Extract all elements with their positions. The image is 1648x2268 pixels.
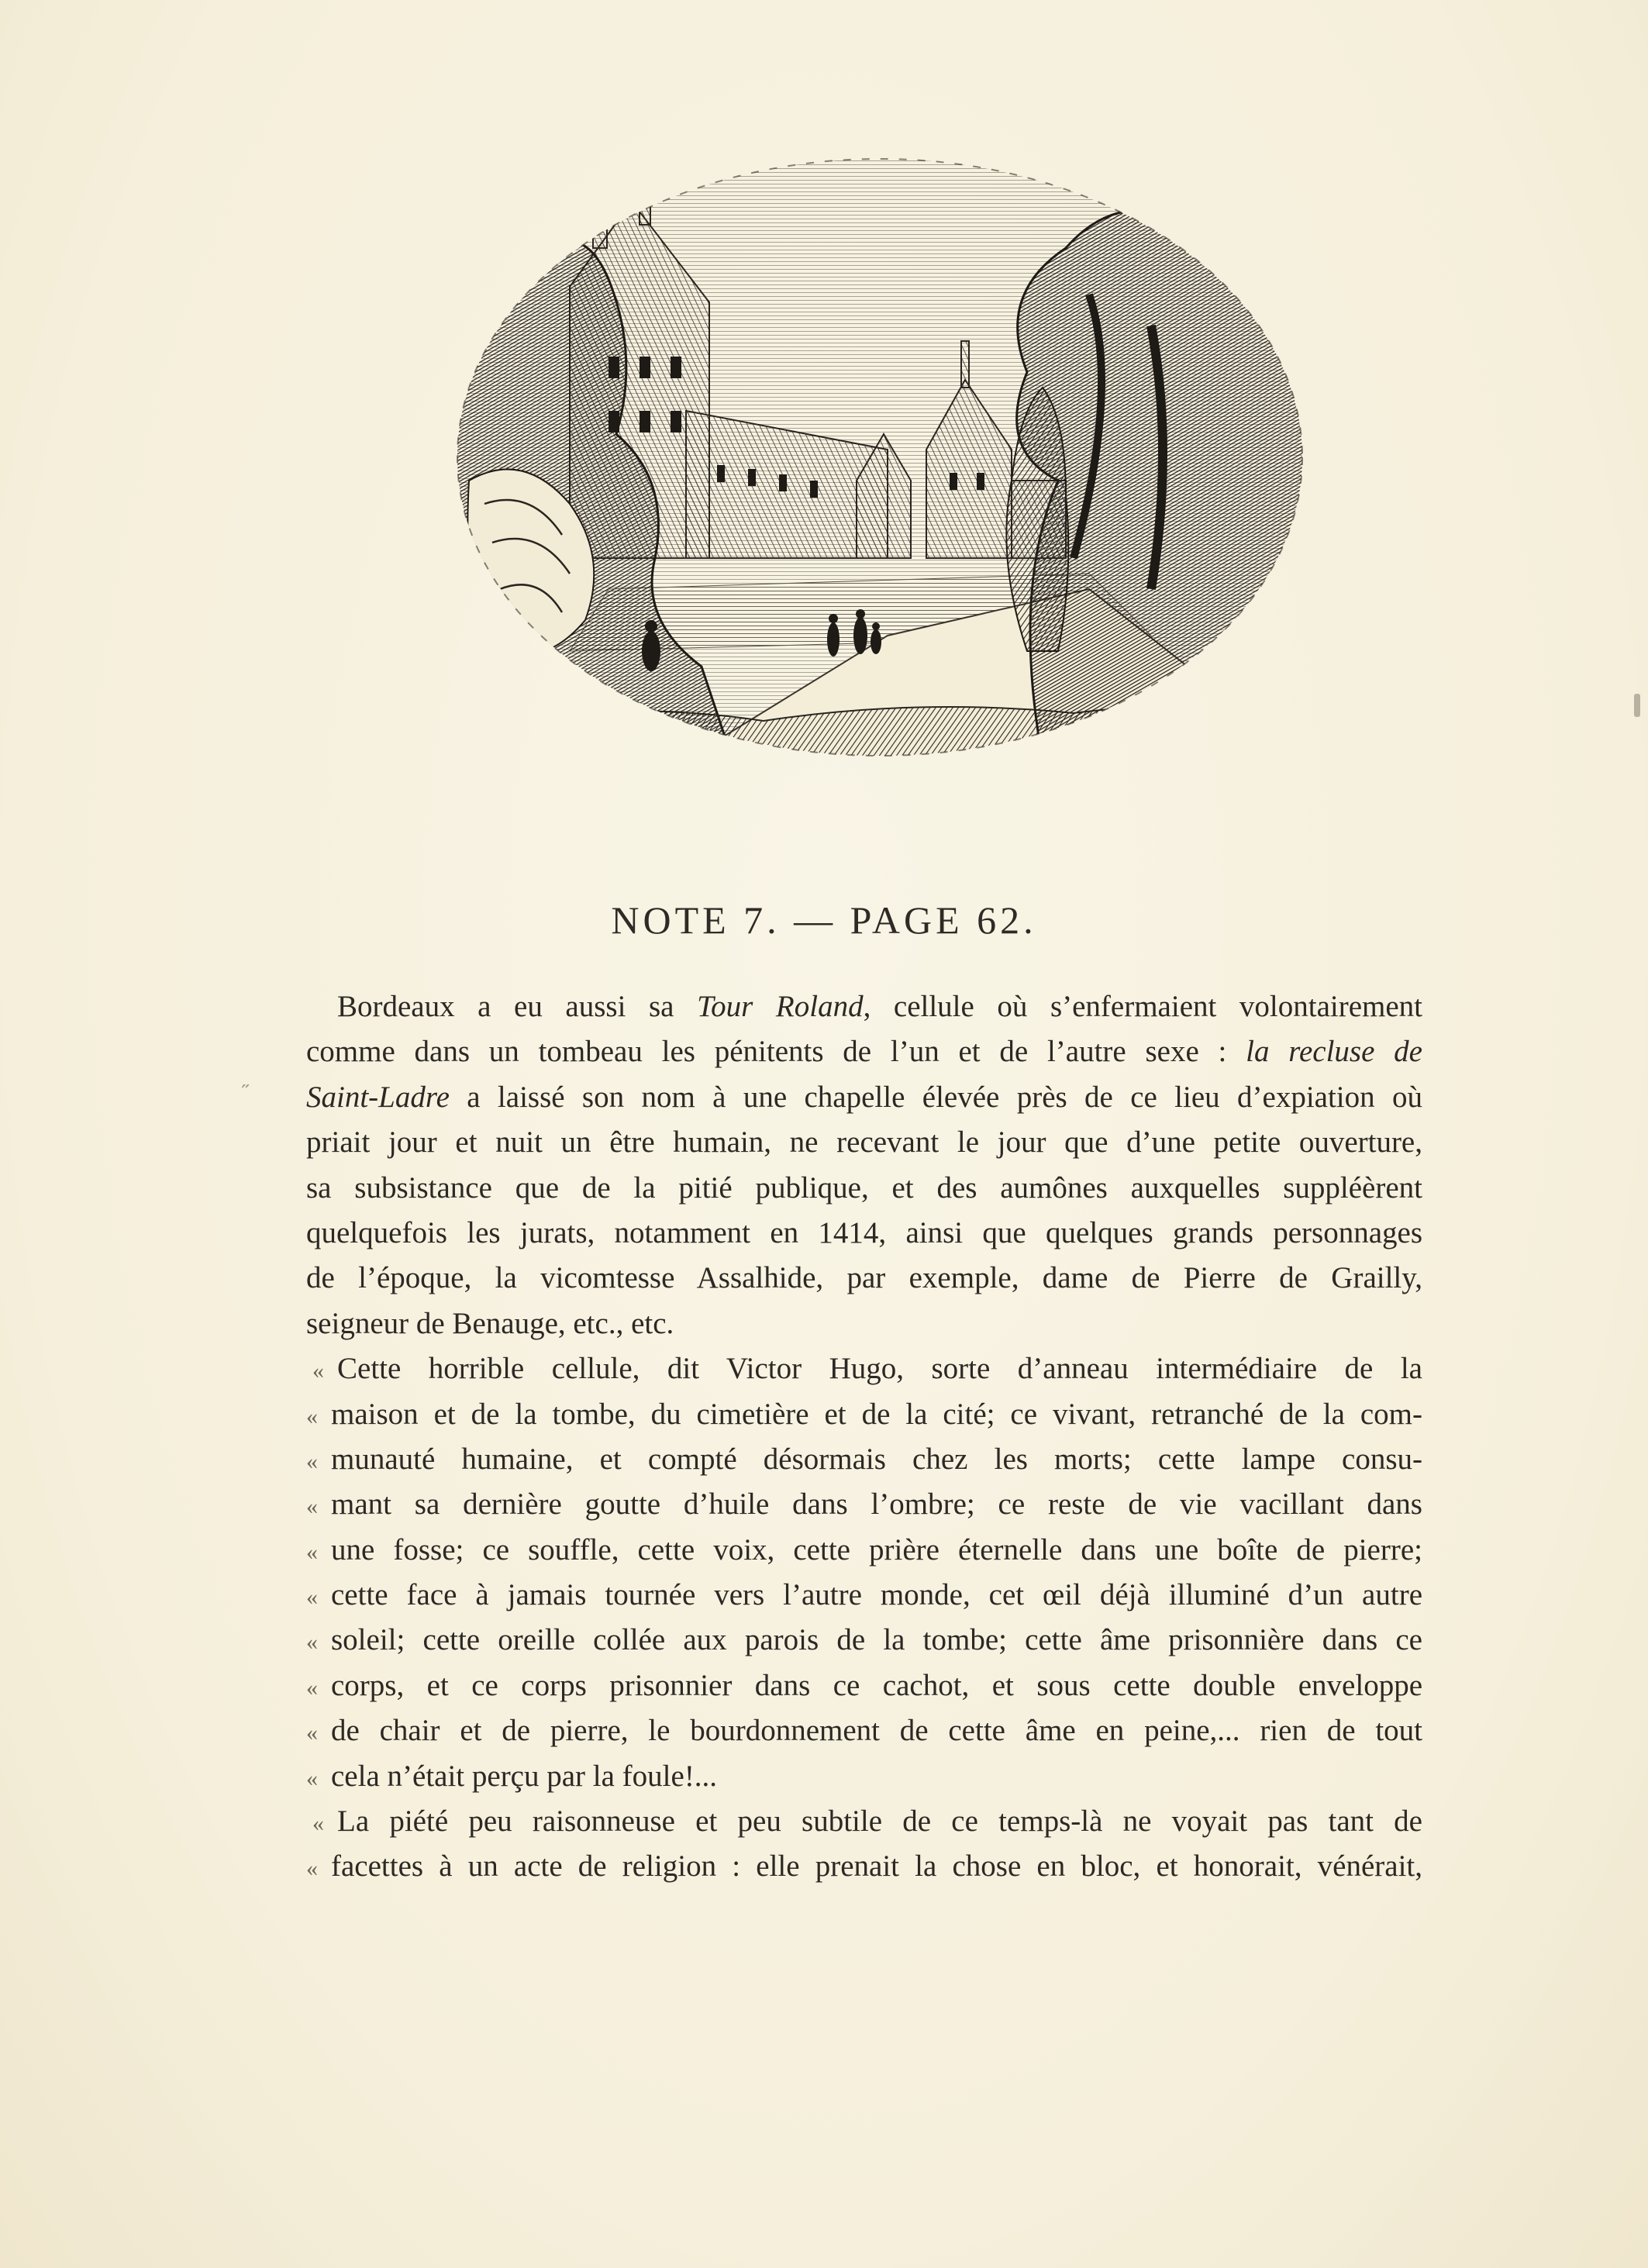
quote-line: « La piété peu raisonneuse et peu subtile de ce temps-là ne voyait pas tant de (312, 1804, 1422, 1839)
text-line: priait jour et nuit un être humain, ne recevant le jour que d’une petite ouverture, (306, 1125, 1422, 1160)
engraving-chateau-park-icon (453, 155, 1306, 760)
quote-line: « cela n’était perçu par la foule!... (306, 1759, 718, 1793)
quote-line: « maison et de la tombe, du cimetière et de la cité; ce vivant, retranché de la com- (306, 1397, 1422, 1431)
quote-line: « Cette horrible cellule, dit Victor Hugo, sorte d’anneau intermédiaire de la (312, 1352, 1422, 1386)
page-edge-mark (1634, 694, 1640, 717)
quote-line: « une fosse; ce souffle, cette voix, cette prière éternelle dans une boîte de pierre; (306, 1532, 1422, 1567)
note-text (306, 984, 1422, 1890)
text-line: Bordeaux a eu aussi sa Tour Roland, cellule où s’enfermaient volontairement (337, 990, 1423, 1023)
text-line: Saint-Ladre a laissé son nom à une chapelle élevée près de ce lieu d’expiation où (306, 1080, 1422, 1114)
text-line: de l’époque, la vicomtesse Assalhide, par exemple, dame de Pierre de Grailly, (306, 1261, 1422, 1295)
quote-line: « de chair et de pierre, le bourdonnement de cette âme en peine,... rien de tout (306, 1714, 1422, 1748)
quote-line: « corps, et ce corps prisonnier dans ce cachot, et sous cette double enveloppe (306, 1668, 1422, 1702)
quote-line: « munauté humaine, et compté désormais chez les morts; cette lampe consu- (306, 1442, 1422, 1476)
quote-line: « facettes à un acte de religion : elle prenait la chose en bloc, et honorait, vénérait, (306, 1849, 1422, 1884)
text-line: seigneur de Benauge, etc., etc. (306, 1306, 674, 1340)
text-line: sa subsistance que de la pitié publique, et des aumônes auxquelles suppléèrent (306, 1170, 1422, 1205)
text-line: quelquefois les jurats, notamment en 1414, ainsi que quelques grands personnages (306, 1215, 1422, 1249)
quote-line: « cette face à jamais tournée vers l’autre monde, cet œil déjà illuminé d’un autre (306, 1578, 1422, 1612)
text-line: comme dans un tombeau les pénitents de l’un et de l’autre sexe : la recluse de (306, 1035, 1422, 1069)
quote-line: « soleil; cette oreille collée aux parois de la tombe; cette âme prisonnière dans ce (306, 1623, 1422, 1657)
quote-line: « mant sa dernière goutte d’huile dans l’ombre; ce reste de vie vacillant dans (306, 1487, 1422, 1522)
margin-mark: ˝ (242, 1081, 250, 1105)
note-heading: NOTE 7. — PAGE 62. (611, 898, 1037, 942)
